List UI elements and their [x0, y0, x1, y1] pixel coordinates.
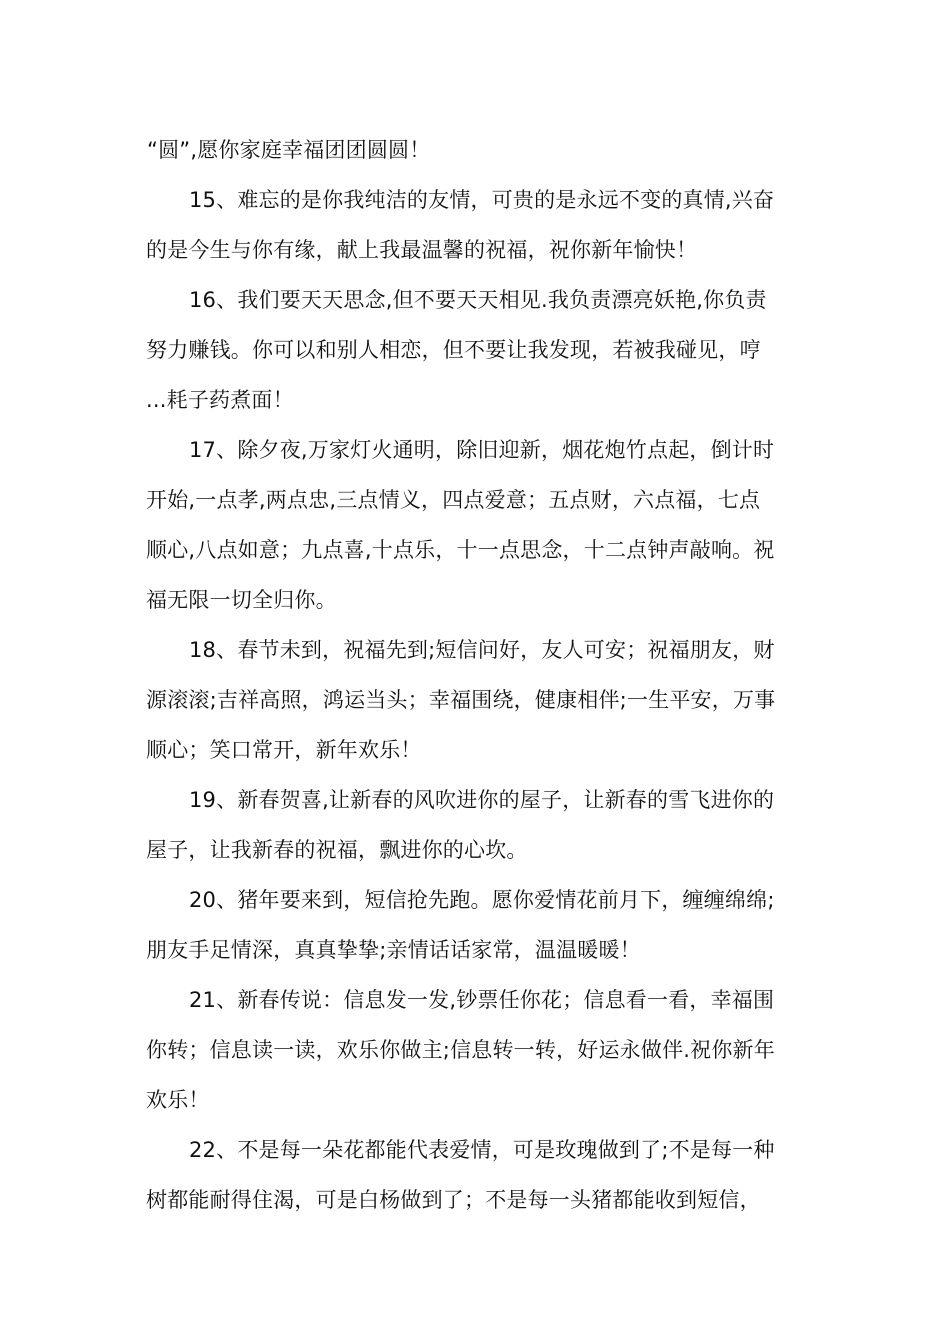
text-line: 福无限一切全归你。: [146, 588, 337, 612]
text-line: 朋友手足情深，真真挚挚;亲情话话家常，温温暖暖！: [146, 938, 641, 962]
text-line: 的是今生与你有缘，献上我最温馨的祝福，祝你新年愉快！: [146, 238, 698, 262]
text-line: 屋子，让我新春的祝福，飘进你的心坎。: [146, 838, 528, 862]
text-line: 顺心；笑口常开，新年欢乐！: [146, 738, 422, 762]
text-line: 顺心,八点如意；九点喜,十点乐，十一点思念，十二点钟声敲响。祝: [146, 538, 775, 562]
text-line: ...耗子药煮面！: [146, 388, 294, 412]
text-line: 源滚滚;吉祥高照，鸿运当头；幸福围绕，健康相伴;一生平安，万事: [146, 688, 776, 712]
text-line: “圆”,愿你家庭幸福团团圆圆！: [147, 138, 431, 162]
text-line: 努力赚钱。你可以和别人相恋，但不要让我发现，若被我碰见，哼: [146, 338, 761, 362]
text-line: 20、猪年要来到，短信抢先跑。愿你爱情花前月下，缠缠绵绵;: [189, 888, 775, 912]
text-line: 开始,一点孝,两点忠,三点情义，四点爱意；五点财，六点福，七点: [146, 488, 761, 512]
text-line: 15、难忘的是你我纯洁的友情，可贵的是永远不变的真情,兴奋: [189, 188, 775, 212]
text-line: 欢乐！: [146, 1088, 210, 1112]
text-line: 21、新春传说：信息发一发,钞票任你花；信息看一看，幸福围: [189, 988, 775, 1012]
text-line: 17、除夕夜,万家灯火通明，除旧迎新，烟花炮竹点起，倒计时: [189, 438, 775, 462]
text-line: 16、我们要天天思念,但不要天天相见.我负责漂亮妖艳,你负责: [189, 288, 767, 312]
text-line: 你转；信息读一读，欢乐你做主;信息转一转，好运永做伴.祝你新年: [146, 1038, 775, 1062]
text-line: 22、不是每一朵花都能代表爱情，可是玫瑰做到了;不是每一种: [189, 1138, 775, 1162]
text-line: 19、新春贺喜,让新春的风吹进你的屋子，让新春的雪飞进你的: [189, 788, 775, 812]
text-line: 树都能耐得住渴，可是白杨做到了；不是每一头猪都能收到短信，: [146, 1188, 761, 1212]
text-line: 18、春节未到，祝福先到;短信问好，友人可安；祝福朋友，财: [189, 638, 775, 662]
